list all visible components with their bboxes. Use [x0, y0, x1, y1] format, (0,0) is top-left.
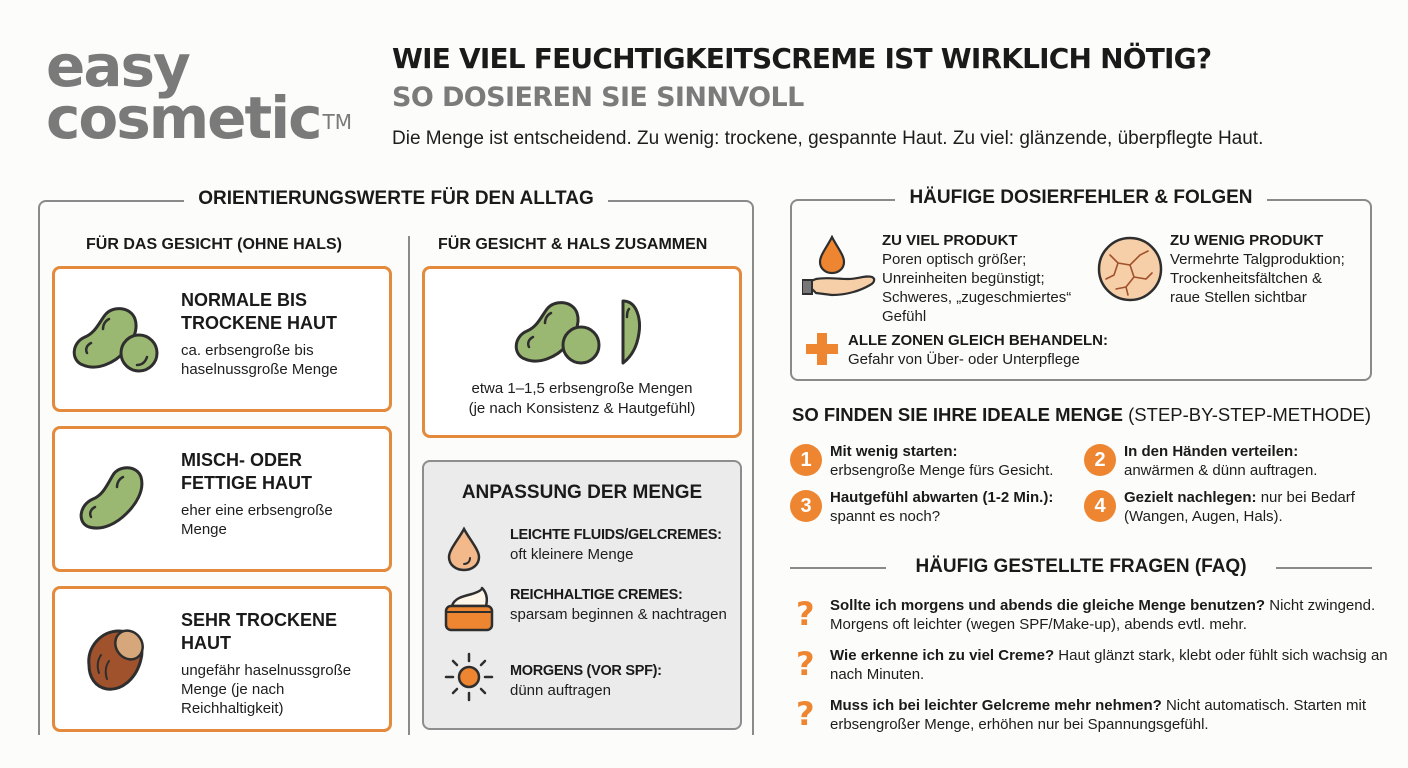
card-combination-oily-skin [52, 426, 392, 572]
cream-jar-icon [444, 586, 494, 632]
card-head: MISCH- ODER FETTIGE HAUT [181, 450, 312, 493]
divider [1276, 567, 1372, 569]
pea-icon [77, 463, 149, 535]
question-mark-icon: ? [796, 645, 815, 683]
step-label: Gezielt nachlegen: [1124, 489, 1257, 506]
adjust-desc: sparsam beginnen & nachtragen [510, 606, 727, 623]
error-head: ZU WENIG PRODUKT [1170, 232, 1324, 249]
faq-answer: Nicht zwingend. Morgens oft leichter (wegen SPF/Make-up), abends evtl. mehr. [830, 597, 1376, 633]
pea-and-half-icon [511, 297, 651, 367]
step-number-badge: 3 [790, 490, 822, 522]
brand-name-line2: cosmetic [46, 84, 321, 152]
adjust-desc: oft kleinere Menge [510, 546, 634, 563]
faq-question: Wie erkenne ich zu viel Creme? [830, 647, 1055, 664]
error-line: Schweres, „zugeschmiertes“ [882, 289, 1072, 306]
step-number-badge: 2 [1084, 444, 1116, 476]
card-normal-dry-skin [52, 266, 392, 412]
step-rest: nur bei Bedarf [1256, 489, 1355, 506]
brand-name-line1: easy [46, 32, 189, 100]
adjust-desc: dünn auftragen [510, 682, 611, 699]
question-mark-icon: ? [796, 695, 815, 733]
hazelnut-icon [79, 625, 149, 695]
card-very-dry-skin [52, 586, 392, 732]
dry-skin-icon [1096, 235, 1164, 303]
sun-icon [444, 652, 494, 702]
error-head: ALLE ZONEN GLEICH BEHANDELN: [848, 332, 1108, 349]
step-detail: erbsengroße Menge fürs Gesicht. [830, 462, 1054, 479]
card-desc-line2: (je nach Konsistenz & Hautgefühl) [468, 400, 696, 417]
card-desc: ungefähr haselnussgroße Menge (je nach Reichhaltigkeit) [181, 662, 352, 717]
error-line: Unreinheiten begünstigt; [882, 270, 1045, 287]
error-too-much [882, 231, 1071, 326]
faq-question: Sollte ich morgens und abends die gleiche Menge benutzen? [830, 597, 1266, 614]
steps-title-bold: SO FINDEN SIE IHRE IDEALE MENGE [792, 404, 1123, 425]
orientation-panel [38, 188, 754, 735]
plus-icon [806, 333, 838, 365]
error-line: Gefühl [882, 308, 927, 325]
faq-heading: HÄUFIG GESTELLTE FRAGEN (FAQ) [915, 556, 1247, 577]
errors-heading: HÄUFIGE DOSIERFEHLER & FOLGEN [895, 187, 1266, 208]
step-label: Hautgefühl abwarten (1-2 Min.): [830, 489, 1054, 506]
face-neck-title: FÜR GESICHT & HALS ZUSAMMEN [438, 236, 708, 253]
error-head: ZU VIEL PRODUKT [882, 232, 1018, 249]
card-head: SEHR TROCKENE HAUT [181, 610, 338, 653]
steps-title [792, 404, 1371, 426]
page-title: WIE VIEL FEUCHTIGKEITSCREME IST WIRKLICH NÖTIG? [392, 42, 1212, 75]
error-too-little [1170, 231, 1345, 307]
steps-title-rest: (STEP-BY-STEP-METHODE) [1123, 404, 1372, 425]
drop-icon [444, 526, 484, 572]
card-desc: eher eine erbsengroße Menge [181, 502, 333, 538]
dosing-errors-panel [790, 187, 1372, 381]
orientation-heading: ORIENTIERUNGSWERTE FÜR DEN ALLTAG [184, 188, 607, 209]
hand-drop-icon [802, 235, 878, 299]
error-all-zones [848, 331, 1108, 369]
page-subtitle: SO DOSIEREN SIE SINNVOLL [392, 82, 804, 113]
question-mark-icon: ? [796, 595, 815, 633]
card-desc-line1: etwa 1–1,5 erbsengroße Mengen [471, 380, 693, 397]
error-line: raue Stellen sichtbar [1170, 289, 1307, 306]
adjust-label: LEICHTE FLUIDS/GELCREMES: [510, 527, 722, 543]
pea-pair-icon [69, 303, 165, 379]
faq-answer: Haut glänzt stark, klebt oder fühlt sich wachsig an nach Minuten. [830, 647, 1388, 683]
face-only-title: FÜR DAS GESICHT (OHNE HALS) [86, 236, 342, 253]
card-head: NORMALE BIS TROCKENE HAUT [181, 290, 337, 333]
step-label: Mit wenig starten: [830, 443, 958, 460]
step-detail: anwärmen & dünn auftragen. [1124, 462, 1318, 479]
error-line: Vermehrte Talgproduktion; [1170, 251, 1345, 268]
card-face-and-neck [422, 266, 742, 438]
step-detail: spannt es noch? [830, 508, 941, 525]
adjust-label: REICHHALTIGE CREMES: [510, 587, 683, 603]
adjust-label: MORGENS (VOR SPF): [510, 663, 662, 679]
faq-heading-row [790, 556, 1372, 580]
faq-question: Muss ich bei leichter Gelcreme mehr nehmen? [830, 697, 1162, 714]
error-line: Trockenheitsfältchen & [1170, 270, 1323, 287]
step-detail: (Wangen, Augen, Hals). [1124, 508, 1283, 525]
error-text: Gefahr von Über- oder Unterpflege [848, 351, 1080, 368]
error-line: Poren optisch größer; [882, 251, 1027, 268]
trademark: TM [322, 110, 352, 134]
adjustment-title: ANPASSUNG DER MENGE [461, 482, 703, 503]
adjustment-box [422, 460, 742, 730]
step-label: In den Händen verteilen: [1124, 443, 1299, 460]
step-number-badge: 4 [1084, 490, 1116, 522]
card-desc: ca. erbsengroße bis haselnussgroße Menge [181, 342, 338, 378]
step-number-badge: 1 [790, 444, 822, 476]
lead-text: Die Menge ist entscheidend. Zu wenig: trockene, gespannte Haut. Zu viel: glänzende, überpflegte Haut. [392, 128, 1264, 149]
faq-answer: Nicht automatisch. Starten mit erbsengroßer Menge, erhöhen nur bei Spannungsgefühl. [830, 697, 1367, 733]
brand-logo [46, 32, 352, 152]
column-divider [408, 236, 410, 735]
